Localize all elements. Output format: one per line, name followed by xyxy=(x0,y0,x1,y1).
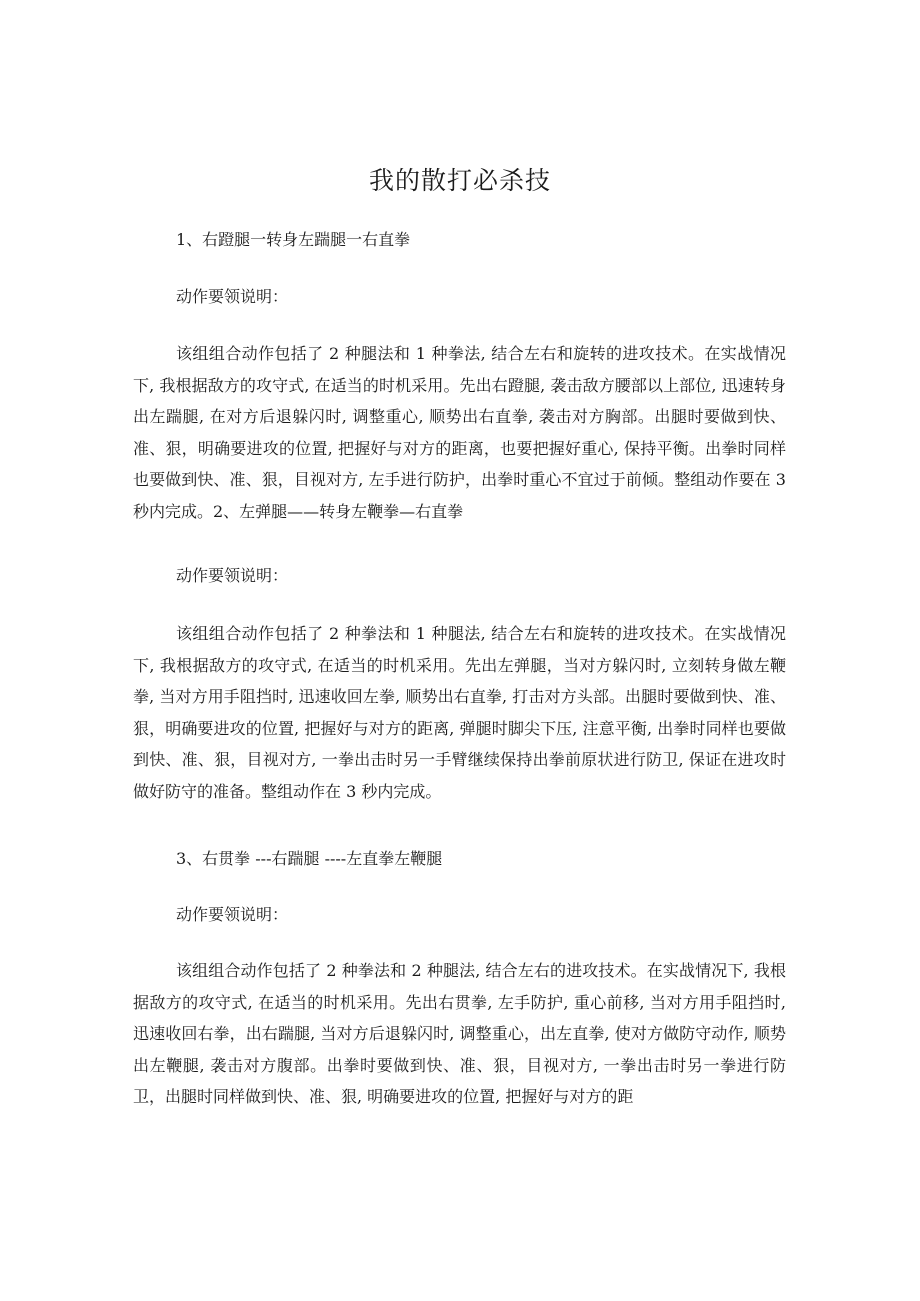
section-1-label: 动作要领说明： xyxy=(176,287,289,306)
section-3-heading: 3、右贯拳 ---右踹腿 ----左直拳左鞭腿 xyxy=(176,849,443,868)
section-1-heading: 1、右蹬腿一转身左踹腿一右直拳 xyxy=(176,230,411,249)
section-3-label: 动作要领说明： xyxy=(176,905,289,924)
section-1-body: 该组组合动作包括了 2 种腿法和 1 种拳法, 结合左右和旋转的进攻技术。在实战情况下, 我根据敌方的攻守式, 在适当的时机采用。先出右蹬腿, 袭击敌方腰部以上部位, 迅速转身出左踹腿, 在对方后退躲闪时, 调整重心, 顺势出右直拳, 袭击对方胸部。出腿时要做到快、准、狠，明确要进攻的位置, 把握好与对方的距离，也要把握好重心, 保持平衡。出拳时同样也要做到快、准、狠，目视对方, 左手进行防护，出拳时重心不宜过于前倾。整组动作要在 3 秒内完成。2、左弹腿——转身左鞭拳—右直拳 xyxy=(133,344,786,521)
section-3-body: 该组组合动作包括了 2 种拳法和 2 种腿法, 结合左右的进攻技术。在实战情况下, 我根据敌方的攻守式, 在适当的时机采用。先出右贯拳, 左手防护, 重心前移, 当对方用手阻挡时, 迅速收回右拳，出右踹腿, 当对方后退躲闪时, 调整重心，出左直拳, 使对方做防守动作, 顺势出左鞭腿, 袭击对方腹部。出拳时要做到快、准、狠，目视对方, 一拳出击时另一拳进行防卫，出腿时同样做到快、准、狠, 明确要进攻的位置, 把握好与对方的距 xyxy=(133,961,786,1106)
section-2-label: 动作要领说明： xyxy=(176,566,289,585)
section-2-body: 该组组合动作包括了 2 种拳法和 1 种腿法, 结合左右和旋转的进攻技术。在实战情况下, 我根据敌方的攻守式, 在适当的时机采用。先出左弹腿，当对方躲闪时, 立刻转身做左鞭拳, 当对方用手阻挡时, 迅速收回左拳, 顺势出右直拳, 打击对方头部。出腿时要做到快、准、狠，明确要进攻的位置, 把握好与对方的距离, 弹腿时脚尖下压, 注意平衡, 出拳时同样也要做到快、准、狠，目视对方, 一拳出击时另一手臂继续保持出拳前原状进行防卫, 保证在进攻时做好防守的准备。整组动作在 3 秒内完成。 xyxy=(133,624,786,801)
page-title: 我的散打必杀技 xyxy=(368,166,551,195)
